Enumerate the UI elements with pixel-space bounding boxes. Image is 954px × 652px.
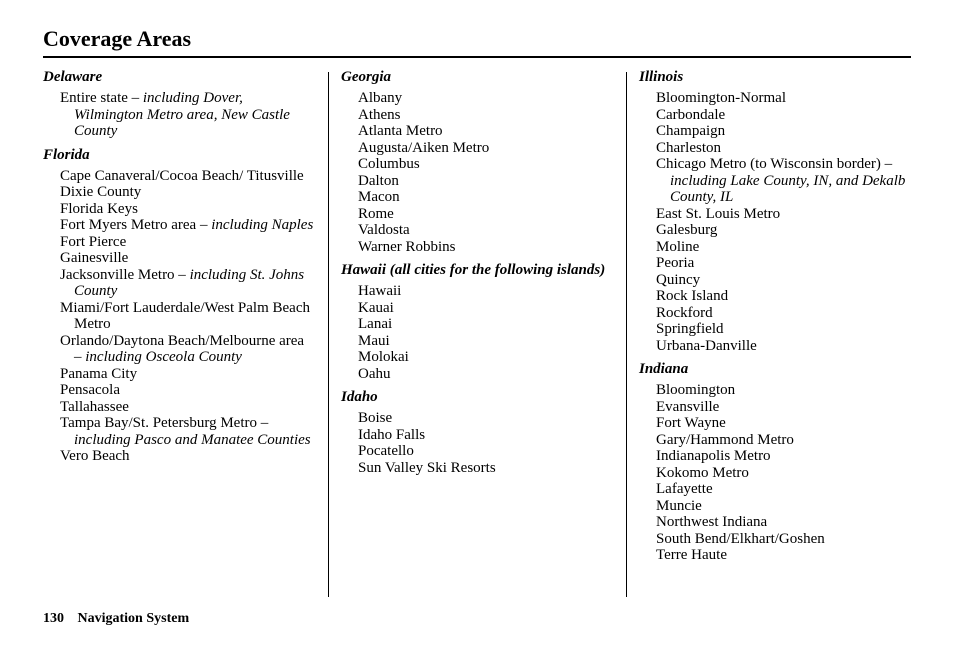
coverage-entry <box>341 222 613 239</box>
entry-text: Augusta/Aiken Metro <box>358 139 490 156</box>
title-rule <box>43 56 911 58</box>
coverage-entry <box>43 267 315 300</box>
entry-text: Kauai <box>358 299 394 316</box>
entry-text: Orlando/Daytona Beach/Melbourne area – <box>60 332 305 365</box>
state-heading: Illinois <box>639 69 684 85</box>
coverage-entry <box>639 382 911 399</box>
entry-text: Pensacola <box>60 382 120 398</box>
entry-text: Sun Valley Ski Resorts <box>358 459 496 476</box>
coverage-entry <box>639 547 911 564</box>
coverage-entry <box>341 107 613 124</box>
entry-text: Oahu <box>358 365 391 382</box>
coverage-entry <box>341 460 613 477</box>
column-divider <box>328 72 329 597</box>
state-heading: Florida <box>43 146 90 163</box>
entry-text: Panama City <box>60 365 138 382</box>
coverage-entry <box>639 90 911 107</box>
coverage-entry <box>639 321 911 338</box>
coverage-entry <box>639 222 911 239</box>
coverage-entry <box>341 283 613 300</box>
coverage-entry <box>639 481 911 498</box>
coverage-entry <box>43 448 315 465</box>
page-title: Coverage Areas <box>43 26 192 51</box>
coverage-entry <box>341 90 613 107</box>
state-heading: Hawaii (all cities for the following islands) <box>341 262 606 278</box>
coverage-entry <box>639 255 911 272</box>
entry-text: Jacksonville Metro – <box>60 266 190 283</box>
entry-text: Carbondale <box>656 106 726 123</box>
entry-text: Moline <box>656 238 700 255</box>
coverage-entry <box>639 448 911 465</box>
state-section <box>639 360 911 564</box>
entry-text: Quincy <box>656 271 701 288</box>
entry-text: Idaho Falls <box>358 426 426 443</box>
entry-text: East St. Louis Metro <box>656 205 781 222</box>
coverage-entry <box>43 184 315 201</box>
entry-text: Molokai <box>358 349 409 365</box>
entry-text: Muncie <box>656 497 702 514</box>
coverage-entry <box>341 140 613 157</box>
coverage-entry <box>43 234 315 251</box>
coverage-entry <box>43 168 315 185</box>
coverage-entry <box>639 531 911 548</box>
entry-text: Macon <box>358 189 400 205</box>
entry-text: Vero Beach <box>60 448 130 464</box>
entry-note: including Dover, Wilmington Metro area, New Castle County <box>74 90 290 139</box>
page-number: 130 <box>43 611 64 626</box>
entry-text: Chicago Metro (to Wisconsin border) <box>656 156 885 172</box>
entry-text: Terre Haute <box>656 547 727 563</box>
coverage-entry <box>341 427 613 444</box>
entry-text: Galesburg <box>656 222 718 238</box>
state-section <box>341 68 613 255</box>
entry-text: Hawaii <box>358 283 402 299</box>
entry-note: including Pasco and Manatee Counties <box>74 431 311 448</box>
coverage-entry <box>639 272 911 289</box>
entry-text: Peoria <box>656 255 695 271</box>
entry-text: Fort Pierce <box>60 233 127 250</box>
entry-text: Urbana-Danville <box>656 337 757 354</box>
coverage-entry <box>639 399 911 416</box>
coverage-entry <box>43 201 315 218</box>
coverage-entry <box>639 514 911 531</box>
footer-section-title: Navigation System <box>77 611 190 626</box>
entry-text: Springfield <box>656 321 724 337</box>
coverage-entry <box>639 140 911 157</box>
entry-text: Kokomo Metro <box>656 464 749 481</box>
entry-text: Bloomington <box>656 382 736 398</box>
entry-text: Columbus <box>358 156 420 172</box>
entry-text: Florida Keys <box>60 200 138 217</box>
coverage-entry <box>639 415 911 432</box>
coverage-entry <box>639 338 911 355</box>
entry-text: Maui <box>358 332 390 349</box>
coverage-entry <box>341 349 613 366</box>
state-heading: Indiana <box>639 361 689 377</box>
entry-text: Fort Myers Metro area – <box>60 217 212 233</box>
coverage-entry <box>639 498 911 515</box>
coverage-entry <box>341 156 613 173</box>
entry-text: Dalton <box>358 172 399 189</box>
page-footer <box>43 609 189 629</box>
coverage-entry <box>639 305 911 322</box>
entry-text: Warner Robbins <box>358 238 456 255</box>
entry-note: – including Lake County, IN, and Dekalb County, IL <box>670 156 906 205</box>
coverage-entry <box>43 382 315 399</box>
entry-text: Gainesville <box>60 250 129 266</box>
coverage-entry <box>43 366 315 383</box>
state-section <box>43 146 315 465</box>
coverage-entry <box>639 239 911 256</box>
entry-note: including St. Johns County <box>74 266 305 299</box>
coverage-entry <box>639 432 911 449</box>
state-heading: Delaware <box>43 69 103 85</box>
entry-text: Lafayette <box>656 481 713 497</box>
entry-note: including Naples <box>211 217 314 233</box>
coverage-entry <box>43 300 315 333</box>
coverage-entry <box>341 333 613 350</box>
state-section <box>43 68 315 140</box>
entry-text: Champaign <box>656 123 726 139</box>
coverage-column-3 <box>639 68 911 570</box>
entry-text: Dixie County <box>60 184 142 200</box>
coverage-entry <box>43 399 315 416</box>
entry-text: Atlanta Metro <box>358 123 443 139</box>
entry-text: Rockford <box>656 304 713 321</box>
coverage-entry <box>43 250 315 267</box>
entry-text: Valdosta <box>358 222 410 238</box>
coverage-entry <box>341 239 613 256</box>
entry-text: Evansville <box>656 398 720 415</box>
entry-text: Tampa Bay/St. Petersburg Metro – <box>60 415 269 431</box>
entry-text: Miami/Fort Lauderdale/West Palm Beach Metro <box>60 299 310 332</box>
coverage-entry <box>43 217 315 234</box>
coverage-entry <box>341 316 613 333</box>
entry-text: Fort Wayne <box>656 415 726 431</box>
coverage-entry <box>341 206 613 223</box>
coverage-entry <box>43 415 315 448</box>
coverage-entry <box>639 465 911 482</box>
coverage-entry <box>639 206 911 223</box>
coverage-entry <box>341 443 613 460</box>
entry-text: Lanai <box>358 316 393 332</box>
entry-text: Bloomington-Normal <box>656 90 786 106</box>
coverage-entry <box>341 410 613 427</box>
coverage-column-2 <box>341 68 613 482</box>
entry-text: Tallahassee <box>60 398 129 415</box>
coverage-entry <box>639 156 911 206</box>
entry-text: Charleston <box>656 139 721 156</box>
state-heading: Georgia <box>341 69 391 85</box>
state-section <box>341 388 613 476</box>
entry-text: Pocatello <box>358 443 414 459</box>
entry-note: including Osceola County <box>85 349 242 365</box>
column-divider <box>626 72 627 597</box>
state-section <box>639 68 911 354</box>
coverage-column-1 <box>43 68 315 471</box>
entry-text: Athens <box>358 106 401 123</box>
state-heading: Idaho <box>341 389 378 405</box>
entry-text: Rome <box>358 205 394 222</box>
entry-text: Northwest Indiana <box>656 514 768 530</box>
entry-text: Rock Island <box>656 288 729 304</box>
entry-text: Boise <box>358 410 393 426</box>
coverage-entry <box>43 333 315 366</box>
coverage-entry <box>639 123 911 140</box>
entry-text: South Bend/Elkhart/Goshen <box>656 530 825 547</box>
coverage-entry <box>341 300 613 317</box>
entry-text: Gary/Hammond Metro <box>656 431 794 448</box>
state-section <box>341 261 613 382</box>
coverage-entry <box>341 366 613 383</box>
coverage-entry <box>341 173 613 190</box>
coverage-entry <box>639 107 911 124</box>
coverage-entry <box>639 288 911 305</box>
entry-text: Albany <box>358 90 403 106</box>
coverage-entry <box>341 123 613 140</box>
entry-text: Cape Canaveral/Cocoa Beach/ Titusville <box>60 167 304 184</box>
entry-text: Entire state – <box>60 90 143 106</box>
coverage-entry <box>43 90 315 140</box>
coverage-entry <box>341 189 613 206</box>
entry-text: Indianapolis Metro <box>656 448 771 464</box>
